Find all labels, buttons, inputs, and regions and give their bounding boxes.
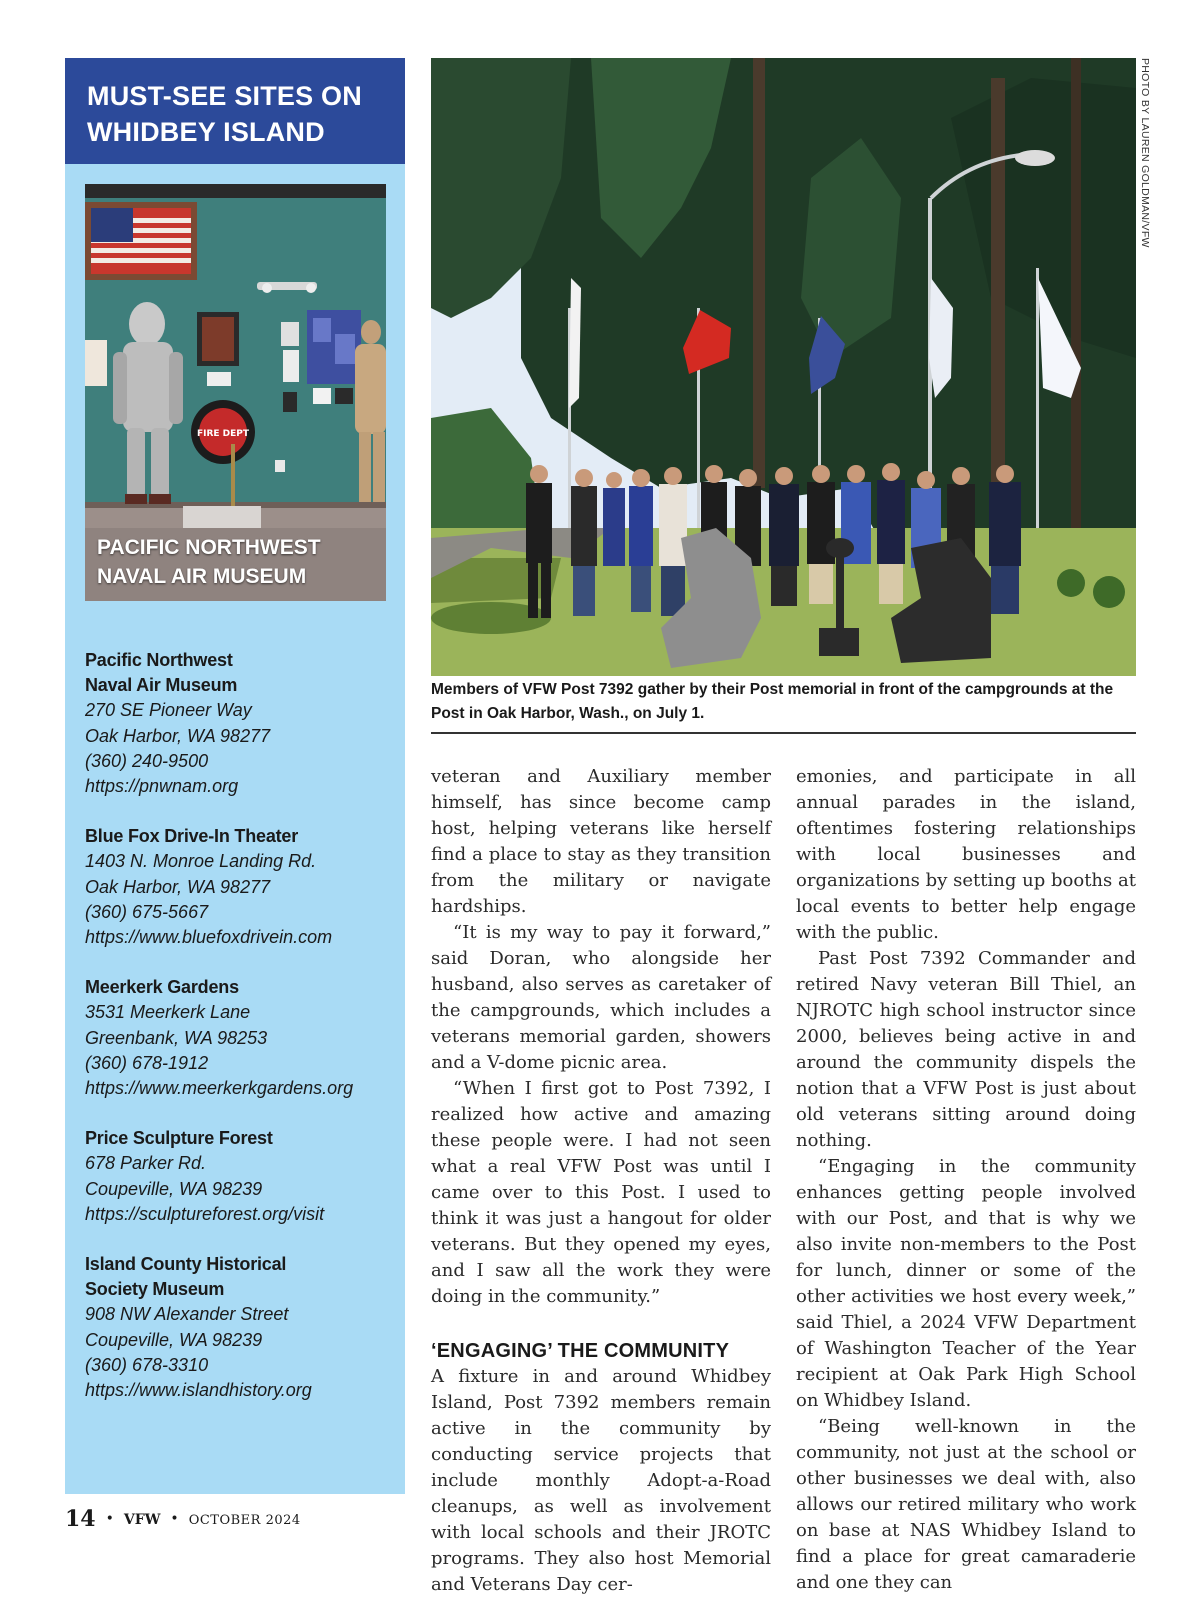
site-address: 270 SE Pioneer Way xyxy=(85,700,252,721)
site-name: Pacific Northwest xyxy=(85,650,233,670)
article-paragraph: “Engaging in the community enhances getting people involved with our Post, and that is why we also invite non-members to the Post for lunch, dinner or some of the other activities we host every week,” said Thiel, a 2024 VFW Department of Washington Teacher of the Year recipient at Oak Park High School on Whidbey Island. xyxy=(796,1156,1136,1411)
site-url[interactable]: https://www.bluefoxdrivein.com xyxy=(85,927,333,948)
site-entry xyxy=(85,1126,385,1227)
flag-icon xyxy=(85,202,197,280)
site-url[interactable]: https://pnwnam.org xyxy=(85,776,239,797)
uniform-figure xyxy=(355,320,386,502)
article-column-1 xyxy=(431,764,771,1598)
fire-dept-badge-text: FIRE DEPT xyxy=(196,429,250,439)
site-entry xyxy=(85,824,385,950)
photo-credit xyxy=(1138,58,1152,258)
site-city: Oak Harbor, WA 98277 xyxy=(85,725,271,746)
site-entry xyxy=(85,975,385,1101)
site-entry xyxy=(85,1252,385,1403)
site-url[interactable]: https://www.meerkerkgardens.org xyxy=(85,1078,354,1099)
site-city: Coupeville, WA 98239 xyxy=(85,1178,263,1199)
site-address: 908 NW Alexander Street xyxy=(85,1304,289,1325)
site-name: Society Museum xyxy=(85,1279,225,1300)
site-url[interactable]: https://sculptureforest.org/visit xyxy=(85,1203,325,1224)
site-entry xyxy=(85,648,385,799)
sidebar-must-see-sites xyxy=(65,58,405,1494)
sites-list xyxy=(85,648,385,1428)
site-name: Naval Air Museum xyxy=(85,675,238,696)
museum-photo-caption xyxy=(97,533,321,591)
article-paragraph: “It is my way to pay it forward,” said Doran, who alongside her husband, also serves as caretaker of the campgrounds, which includes a veterans memorial garden, showers and a V-dome picnic area. xyxy=(431,922,771,1073)
footer-bullet: • xyxy=(105,1511,114,1527)
museum-photo xyxy=(85,184,386,601)
photo-credit-text: PHOTO BY LAUREN GOLDMAN/VFW xyxy=(1139,58,1151,248)
site-phone: (360) 678-1912 xyxy=(85,1052,209,1073)
vfw-post-memorial-photo xyxy=(431,58,1136,676)
site-city: Greenbank, WA 98253 xyxy=(85,1027,268,1048)
article-paragraph: A fixture in and around Whidbey Island, Post 7392 members remain active in the community by conducting service projects that include monthly Adopt-a-Road cleanups, as well as involvement with local schools and their JROTC programs. They also host Memorial and Veterans Day cer- xyxy=(431,1366,771,1595)
page-number: 14 xyxy=(65,1506,96,1532)
article-paragraph: Past Post 7392 Commander and retired Navy veteran Bill Thiel, an NJROTC high school instructor since 2000, believes being active in and around the community dispels the notion that a VFW Post is just about old veterans sitting around doing nothing. xyxy=(796,948,1136,1151)
issue-date: OCTOBER 2024 xyxy=(188,1513,301,1528)
site-name: Island County Historical xyxy=(85,1254,287,1275)
site-name: Price Sculpture Forest xyxy=(85,1128,273,1149)
site-name: Meerkerk Gardens xyxy=(85,977,239,998)
site-address: 678 Parker Rd. xyxy=(85,1153,207,1174)
article-paragraph: “When I first got to Post 7392, I realized how active and amazing these people were. I had not seen what a real VFW Post was until I came over to this Post. I used to think it was just a hangout for older veterans. But they opened my eyes, and I saw all the work they were doing in the community.” xyxy=(431,1078,771,1307)
photo-caption: Members of VFW Post 7392 gather by their Post memorial in front of the campgrounds at the Post in Oak Harbor, Wash., on July 1. xyxy=(431,681,1114,722)
section-subhead: ‘ENGAGING’ THE COMMUNITY xyxy=(431,1340,730,1362)
article-column-2 xyxy=(796,764,1136,1596)
page-footer xyxy=(65,1506,301,1532)
site-phone: (360) 675-5667 xyxy=(85,901,209,922)
sidebar-header xyxy=(65,58,405,164)
site-name: Blue Fox Drive-In Theater xyxy=(85,826,299,847)
site-phone: (360) 678-3310 xyxy=(85,1354,209,1375)
article-paragraph: “Being well-known in the community, not just at the school or other businesses we deal with, also allows our retired military who work on base at NAS Whidbey Island to find a place for great camaraderie and one they can xyxy=(796,1416,1136,1593)
footer-bullet: • xyxy=(170,1511,179,1527)
museum-photo-caption-line1: PACIFIC NORTHWEST xyxy=(97,536,321,559)
site-url[interactable]: https://www.islandhistory.org xyxy=(85,1380,312,1401)
sidebar-title-line2: WHIDBEY ISLAND xyxy=(87,117,325,147)
site-address: 1403 N. Monroe Landing Rd. xyxy=(85,851,317,872)
site-phone: (360) 240-9500 xyxy=(85,750,209,771)
site-city: Coupeville, WA 98239 xyxy=(85,1329,263,1350)
caption-divider xyxy=(431,732,1136,734)
article-paragraph: emonies, and participate in all annual parades in the island, oftentimes fostering relationships with local businesses and organizations by setting up booths at local events to better help engage with the public. xyxy=(796,766,1136,943)
article-paragraph: veteran and Auxiliary member himself, has since become camp host, helping veterans like herself find a place to stay as they transition from the military or navigate hardships. xyxy=(431,766,771,917)
magazine-name: VFW xyxy=(123,1512,161,1528)
sidebar-title-line1: MUST-SEE SITES ON xyxy=(87,81,362,111)
site-address: 3531 Meerkerk Lane xyxy=(85,1002,251,1023)
site-city: Oak Harbor, WA 98277 xyxy=(85,876,271,897)
museum-photo-caption-line2: NAVAL AIR MUSEUM xyxy=(97,565,307,588)
